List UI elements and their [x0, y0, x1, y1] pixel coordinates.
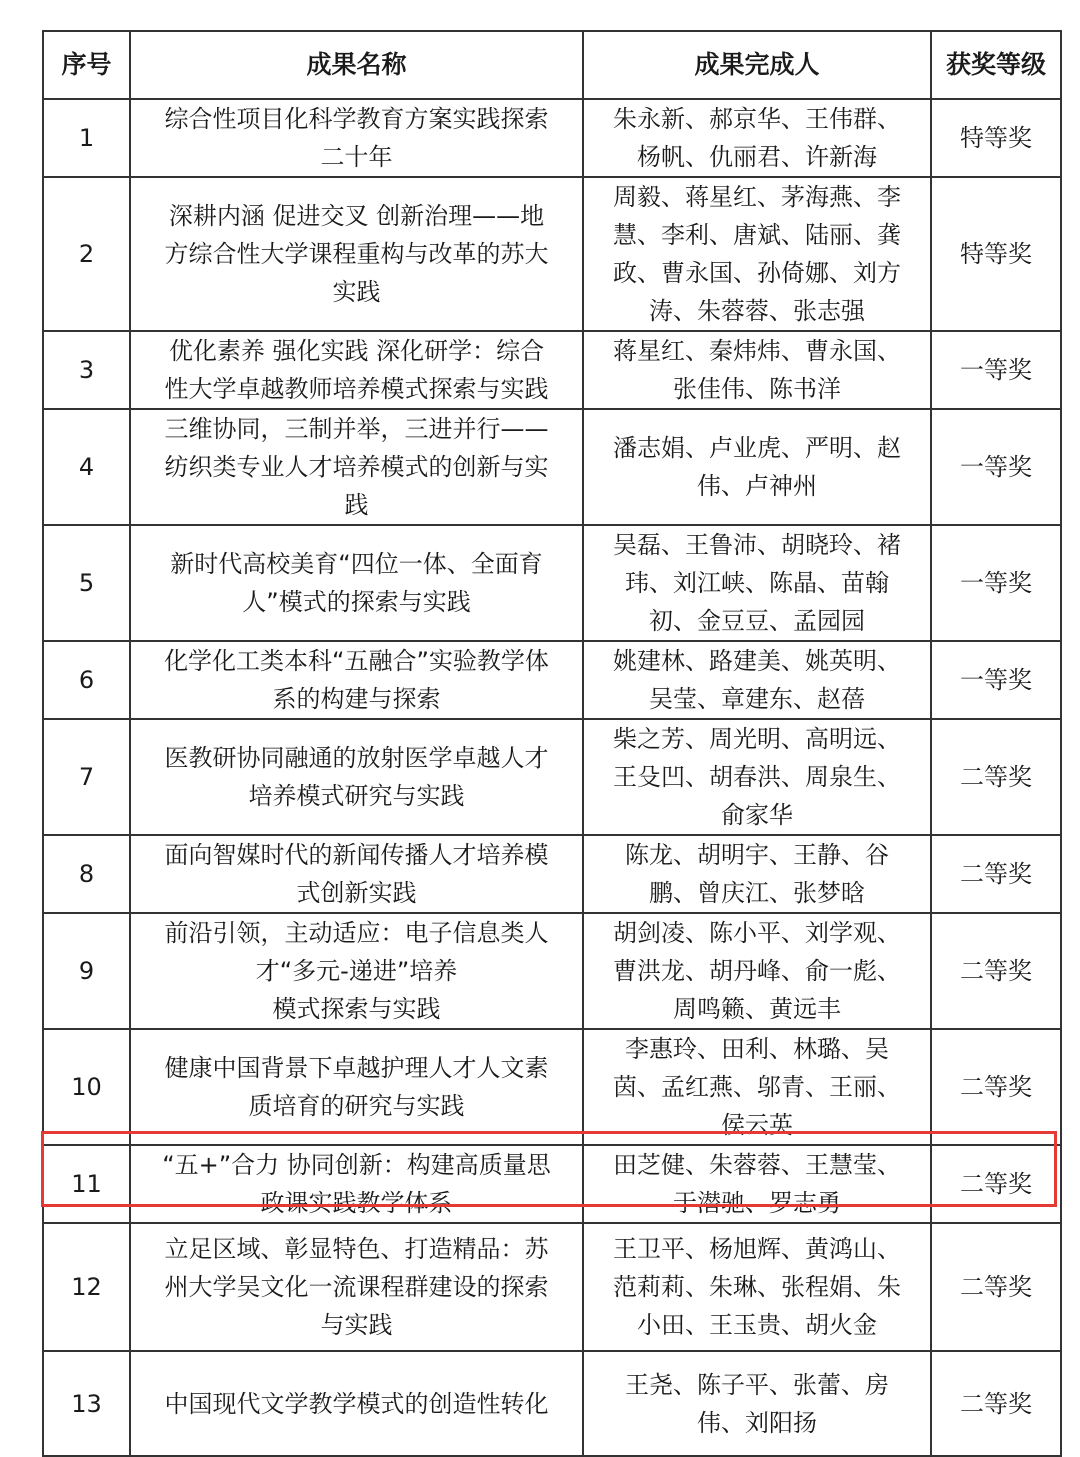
award-level-cell [931, 641, 1061, 719]
row-index-cell-text: 4 [78, 453, 95, 481]
contributors-cell-text: 朱永新、郝京华、王伟群、 杨帆、仇丽君、许新海 [613, 105, 901, 171]
row-index-cell-text: 11 [71, 1170, 102, 1198]
achievement-name-cell-text: 深耕内涵 促进交叉 创新治理——地 方综合性大学课程重构与改革的苏大 实践 [164, 202, 549, 306]
contributors-cell [583, 1351, 931, 1456]
contributors-cell [583, 913, 931, 1029]
row-index-cell [43, 1029, 130, 1145]
award-level-cell-text: 一等奖 [960, 666, 1032, 694]
contributors-cell [583, 331, 931, 409]
row-index-cell [43, 1145, 130, 1223]
header-level: 获奖等级 [931, 31, 1061, 99]
award-level-cell [931, 525, 1061, 641]
row-index-cell-text: 6 [78, 666, 95, 694]
contributors-cell [583, 641, 931, 719]
row-index-cell-text: 13 [71, 1389, 102, 1418]
row-index-cell [43, 409, 130, 525]
table-row [43, 1351, 1061, 1456]
contributors-cell-text: 柴之芳、周光明、高明远、 王殳凹、胡春洪、周泉生、 俞家华 [613, 725, 901, 829]
contributors-cell-text: 李惠玲、田利、林璐、吴 茵、孟红燕、邬青、王丽、 侯云英 [613, 1035, 901, 1139]
award-level-cell-text: 二等奖 [960, 1273, 1032, 1301]
achievement-name-cell [130, 1351, 583, 1456]
contributors-cell [583, 99, 931, 177]
header-people: 成果完成人 [583, 31, 931, 99]
award-level-cell [931, 1351, 1061, 1456]
contributors-cell-text: 蒋星红、秦炜炜、曹永国、 张佳伟、陈书洋 [613, 337, 901, 403]
table-row [43, 719, 1061, 835]
table-row [43, 1145, 1061, 1223]
achievement-name-cell [130, 913, 583, 1029]
contributors-cell-text: 姚建林、路建美、姚英明、 吴莹、章建东、赵蓓 [613, 647, 901, 713]
contributors-cell-text: 胡剑凌、陈小平、刘学观、 曹洪龙、胡丹峰、俞一彪、 周鸣籁、黄远丰 [613, 919, 901, 1023]
row-index-cell [43, 99, 130, 177]
award-level-cell-text: 一等奖 [960, 356, 1032, 384]
contributors-cell [583, 1223, 931, 1351]
table-row [43, 835, 1061, 913]
table-row [43, 1029, 1061, 1145]
contributors-cell-text: 王卫平、杨旭辉、黄鸿山、 范莉莉、朱琳、张程娟、朱 小田、王玉贵、胡火金 [613, 1235, 901, 1339]
award-level-cell-text: 一等奖 [960, 453, 1032, 481]
row-index-cell-text: 9 [78, 957, 95, 985]
contributors-cell-text: 王尧、陈子平、张蕾、房 伟、刘阳扬 [625, 1370, 889, 1437]
achievement-name-cell [130, 177, 583, 331]
achievement-name-cell [130, 641, 583, 719]
contributors-cell-text: 陈龙、胡明宇、王静、谷 鹏、曾庆江、张梦晗 [625, 841, 889, 907]
contributors-cell [583, 835, 931, 913]
table-row [43, 641, 1061, 719]
award-level-cell [931, 177, 1061, 331]
contributors-cell-text: 田芝健、朱蓉蓉、王慧莹、 于潜驰、罗志勇 [613, 1151, 901, 1217]
award-level-cell [931, 1029, 1061, 1145]
achievement-name-cell-text: 前沿引领，主动适应：电子信息类人 才“多元-递进”培养 模式探索与实践 [164, 919, 549, 1023]
award-level-cell-text: 二等奖 [960, 1170, 1032, 1198]
header-index: 序号 [43, 31, 130, 99]
row-index-cell [43, 331, 130, 409]
contributors-cell-text: 吴磊、王鲁沛、胡晓玲、褚 玮、刘江峡、陈晶、苗翰 初、金豆豆、孟园园 [613, 531, 901, 635]
contributors-cell [583, 1145, 931, 1223]
award-level-cell [931, 835, 1061, 913]
achievement-name-cell [130, 331, 583, 409]
achievement-name-cell-text: 化学化工类本科“五融合”实验教学体 系的构建与探索 [164, 647, 549, 713]
achievement-name-cell [130, 525, 583, 641]
achievement-name-cell [130, 835, 583, 913]
row-index-cell-text: 7 [78, 763, 95, 791]
row-index-cell [43, 719, 130, 835]
award-level-cell [931, 719, 1061, 835]
achievement-name-cell-text: 医教研协同融通的放射医学卓越人才 培养模式研究与实践 [164, 744, 549, 810]
table-row [43, 1223, 1061, 1351]
row-index-cell-text: 1 [78, 124, 95, 152]
achievement-name-cell-text: 优化素养 强化实践 深化研学：综合 性大学卓越教师培养模式探索与实践 [164, 337, 549, 403]
award-level-cell-text: 二等奖 [960, 1389, 1032, 1418]
row-index-cell-text: 3 [78, 356, 95, 384]
award-level-cell-text: 二等奖 [960, 1073, 1032, 1101]
award-level-cell [931, 913, 1061, 1029]
contributors-cell-text: 潘志娟、卢业虎、严明、赵 伟、卢神州 [613, 434, 901, 500]
table-row [43, 99, 1061, 177]
row-index-cell-text: 5 [78, 569, 95, 597]
row-index-cell [43, 177, 130, 331]
achievement-name-cell-text: 三维协同，三制并举，三进并行—— 纺织类专业人才培养模式的创新与实 践 [164, 415, 549, 519]
award-level-cell-text: 特等奖 [960, 240, 1032, 268]
awards-table [42, 30, 1062, 1457]
award-level-cell-text: 二等奖 [960, 763, 1032, 791]
table-row [43, 331, 1061, 409]
row-index-cell [43, 1351, 130, 1456]
table-row [43, 525, 1061, 641]
achievement-name-cell [130, 1145, 583, 1223]
award-level-cell [931, 1145, 1061, 1223]
achievement-name-cell-text: 综合性项目化科学教育方案实践探索 二十年 [164, 105, 549, 171]
achievement-name-cell-text: 面向智媒时代的新闻传播人才培养模 式创新实践 [164, 841, 549, 907]
header-name: 成果名称 [130, 31, 583, 99]
row-index-cell [43, 913, 130, 1029]
achievement-name-cell-text: 中国现代文学教学模式的创造性转化 [164, 1389, 549, 1418]
row-index-cell-text: 12 [71, 1273, 102, 1301]
row-index-cell [43, 525, 130, 641]
row-index-cell-text: 2 [78, 240, 95, 268]
table-body [43, 99, 1061, 1456]
achievement-name-cell-text: 新时代高校美育“四位一体、全面育 人”模式的探索与实践 [170, 550, 543, 616]
achievement-name-cell [130, 99, 583, 177]
award-level-cell [931, 1223, 1061, 1351]
table-row [43, 913, 1061, 1029]
award-level-cell-text: 二等奖 [960, 860, 1032, 888]
header-row [43, 31, 1061, 99]
row-index-cell [43, 1223, 130, 1351]
achievement-name-cell [130, 409, 583, 525]
award-level-cell-text: 一等奖 [960, 569, 1032, 597]
row-index-cell-text: 8 [78, 860, 95, 888]
achievement-name-cell-text: 健康中国背景下卓越护理人才人文素 质培育的研究与实践 [164, 1054, 549, 1120]
contributors-cell [583, 409, 931, 525]
row-index-cell-text: 10 [71, 1073, 102, 1101]
award-level-cell [931, 99, 1061, 177]
contributors-cell [583, 525, 931, 641]
row-index-cell [43, 835, 130, 913]
award-level-cell-text: 二等奖 [960, 957, 1032, 985]
achievement-name-cell-text: “五+”合力 协同创新：构建高质量思 政课实践教学体系 [162, 1151, 551, 1217]
table-row [43, 409, 1061, 525]
award-level-cell [931, 409, 1061, 525]
contributors-cell [583, 719, 931, 835]
achievement-name-cell [130, 1029, 583, 1145]
table-row [43, 177, 1061, 331]
achievement-name-cell-text: 立足区域、彰显特色、打造精品：苏 州大学吴文化一流课程群建设的探索 与实践 [164, 1235, 549, 1339]
contributors-cell [583, 177, 931, 331]
row-index-cell [43, 641, 130, 719]
award-level-cell [931, 331, 1061, 409]
contributors-cell [583, 1029, 931, 1145]
achievement-name-cell [130, 719, 583, 835]
award-level-cell-text: 特等奖 [960, 124, 1032, 152]
achievement-name-cell [130, 1223, 583, 1351]
contributors-cell-text: 周毅、蒋星红、茅海燕、李 慧、李利、唐斌、陆丽、龚 政、曹永国、孙倚娜、刘方 涛、朱蓉蓉、张志强 [613, 183, 901, 325]
